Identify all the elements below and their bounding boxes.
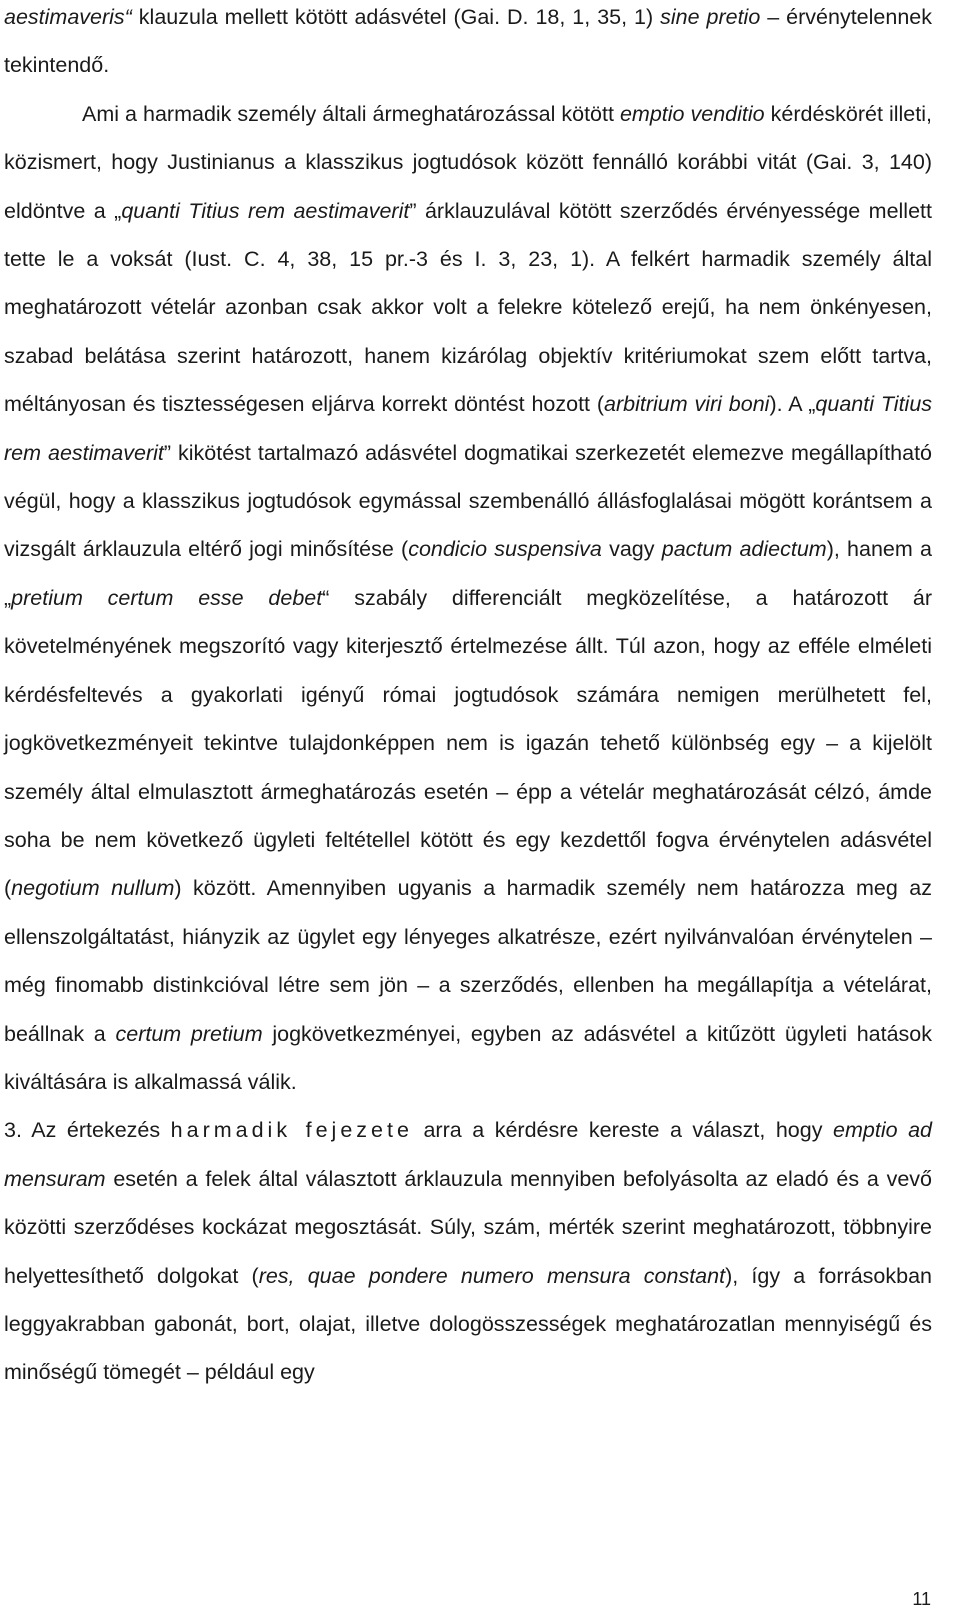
text-run: kérdéskörét illeti, közismert, hogy Justinianus a klasszikus jogtudósok között fennálló korábbi vitát (Gai. 3, 140) eldöntve a „ bbox=[4, 101, 932, 223]
text-run: Ami a harmadik személy általi ármeghatározással kötött bbox=[82, 101, 620, 126]
text-run: vagy bbox=[601, 537, 662, 562]
latin-term: negotium nullum bbox=[11, 876, 175, 901]
text-run: ), hanem a „ bbox=[4, 537, 932, 610]
text-run: esetén a felek által választott árklauzula mennyiben befolyásolta az eladó és a vevő közötti szerződéses kockázat megosztását. Súly, szám, mérték szerint meghatározott, többnyire helyettesíthető dolgokat ( bbox=[4, 1166, 932, 1288]
latin-term: quanti Titius rem aestimaverit bbox=[121, 198, 410, 223]
latin-term: pretium certum esse debet bbox=[11, 585, 323, 610]
text-run: ” kikötést tartalmazó adásvétel dogmatikai szerkezetét elemezve megállapítható végül, hogy a klasszikus jogtudósok egymással szembenálló állásfoglalásai mögött korántsem a vizsgált árklauzula eltérő jogi minősítése ( bbox=[4, 440, 933, 562]
paragraph-section-3 bbox=[4, 1106, 932, 1396]
latin-term: aestimaveris“ bbox=[4, 5, 132, 29]
text-run: ” árklauzulával kötött szerződés érvényessége mellett tette le a voksát (Iust. C. 4, 38, 15 pr.-3 és I. 3, 23, 1). A felkért harmadik személy által meghatározott vételár azonban csak akkor volt a felekre kötelező erejű, ha nem önkényesen, szabad belátása szerint határozott, hanem kizárólag objektív kritériumokat szem előtt tartva, méltányosan és tisztességesen eljárva korrekt döntést hozott ( bbox=[4, 198, 932, 417]
text-run: ), így a forrásokban leggyakrabban gabonát, bort, olajat, illetve dologösszességek meghatározatlan mennyiségű és minőségű tömegét – például egy bbox=[4, 1263, 932, 1385]
page-number: 11 bbox=[912, 1589, 931, 1609]
spaced-emphasis: harmadik fejezete bbox=[170, 1118, 413, 1143]
text-run: klauzula mellett kötött adásvétel (Gai. D. 18, 1, 35, 1) bbox=[131, 5, 661, 29]
text-run: “ szabály differenciált megközelítése, a határozott ár követelményének megszorító vagy kiterjesztő értelmezése állt. Túl azon, hogy az efféle elméleti kérdésfeltevés a gyakorlati igényű római jogtudósok számára nemigen merülhetett fel, jogkövetkezményeit tekintve tulajdonképpen nem is igazán tehető különbség egy – a kijelölt személy által elmulasztott ármeghatározás esetén – épp a vételár meghatározását célzó, ámde soha be nem következő ügyleti feltétellel kötött és egy kezdettől fogva érvénytelen adásvétel ( bbox=[4, 585, 932, 901]
latin-term: res, quae pondere numero mensura constant bbox=[258, 1263, 726, 1288]
latin-term: sine pretio bbox=[660, 5, 761, 29]
text-run: arra a kérdésre kereste a választ, hogy bbox=[412, 1118, 834, 1143]
latin-term: quanti Titius rem aestimaverit bbox=[4, 392, 933, 465]
text-run: – érvénytelennek tekintendő. bbox=[4, 5, 932, 78]
latin-term: pactum adiectum bbox=[661, 537, 827, 562]
latin-term: arbitrium viri boni bbox=[604, 392, 770, 417]
paragraph-continuation bbox=[4, 0, 932, 90]
document-page bbox=[4, 0, 932, 1397]
paragraph-main bbox=[4, 90, 932, 1107]
latin-term: emptio venditio bbox=[619, 101, 765, 126]
text-run: jogkövetkezményei, egyben az adásvétel a kitűzött ügyleti hatások kiváltására is alkalmassá válik. bbox=[4, 1021, 933, 1094]
latin-term: certum pretium bbox=[115, 1021, 263, 1046]
text-run: 3. Az értekezés bbox=[4, 1118, 171, 1143]
latin-term: emptio ad mensuram bbox=[4, 1118, 932, 1191]
latin-term: condicio suspensiva bbox=[408, 537, 602, 562]
text-run: ). A „ bbox=[769, 392, 816, 417]
text-run: ) között. Amennyiben ugyanis a harmadik személy nem határozza meg az ellenszolgáltatást, hiányzik az ügylet egy lényeges alkatrésze, ezért nyilvánvalóan érvénytelen – még finomabb distinkcióval létre sem jön – a szerződés, ellenben ha megállapítja a vételárat, beállnak a bbox=[4, 876, 932, 1046]
